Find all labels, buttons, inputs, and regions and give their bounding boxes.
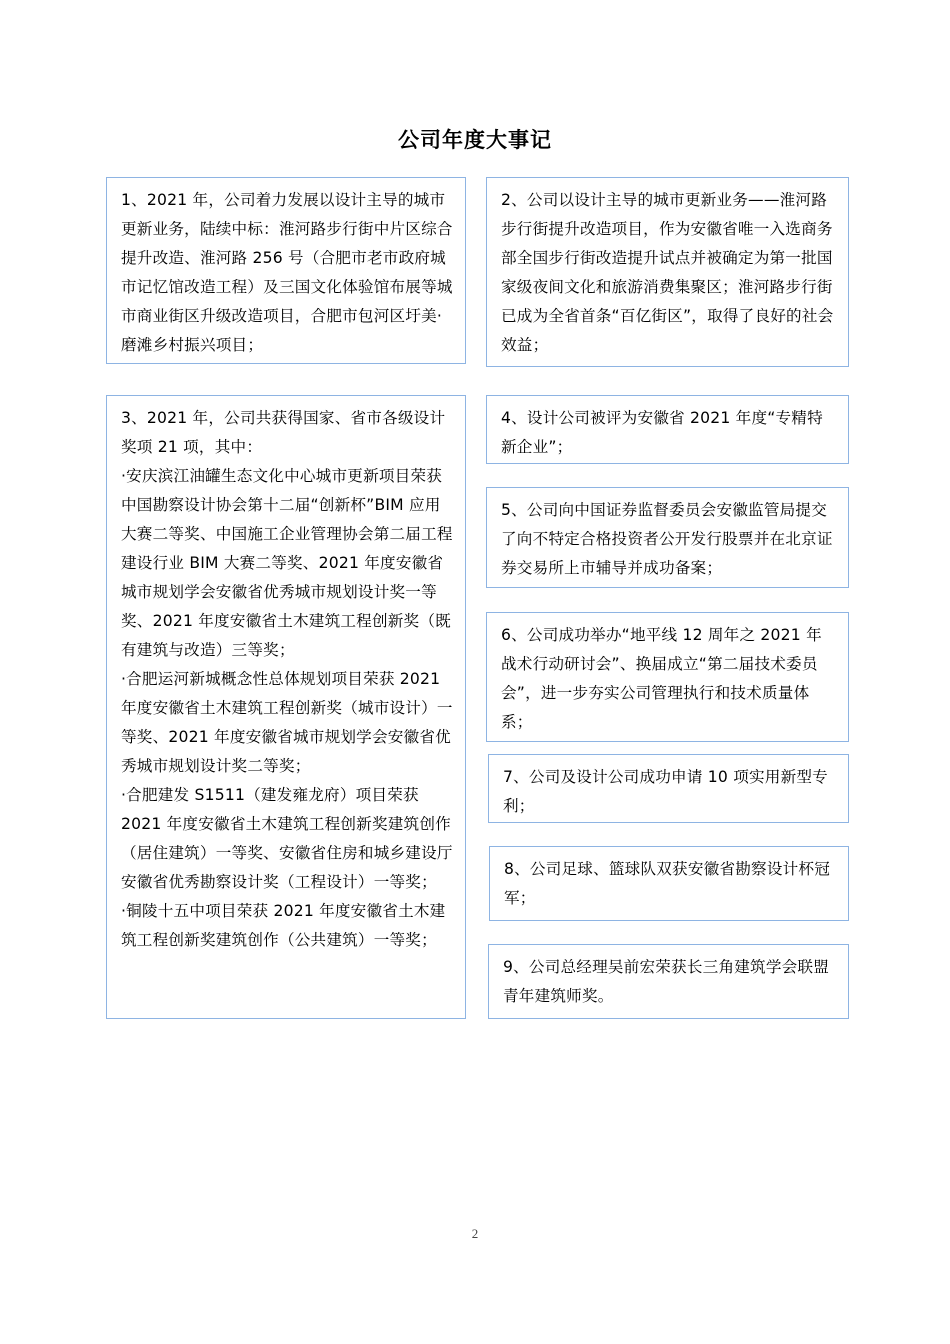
event-text-8: 8、公司足球、篮球队双获安徽省勘察设计杯冠军；: [504, 860, 830, 907]
event-box-7: [488, 754, 849, 823]
event-box-2: [486, 177, 849, 367]
event-box-9: [488, 944, 849, 1019]
event-box-3: [106, 395, 466, 1019]
event-box-5: [486, 487, 849, 588]
award-bullet-1: ·安庆滨江油罐生态文化中心城市更新项目荣获中国勘察设计协会第十二届“创新杯”BIM 应用大赛二等奖、中国施工企业管理协会第二届工程建设行业 BIM 大赛二等奖、2021 年度安徽省城市规划学会安徽省优秀城市规划设计奖一等奖、2021 年度安徽省土木建筑工程创新奖（既有建筑与改造）三等奖；: [121, 467, 453, 659]
event-text-4: 4、设计公司被评为安徽省 2021 年度“专精特新企业”；: [501, 409, 823, 456]
event-text-3-intro: 3、2021 年，公司共获得国家、省市各级设计奖项 21 项，其中：: [121, 409, 446, 456]
event-text-5: 5、公司向中国证券监督委员会安徽监管局提交了向不特定合格投资者公开发行股票并在北京证券交易所上市辅导并成功备案；: [501, 501, 833, 577]
event-box-6: [486, 612, 849, 742]
event-text-9: 9、公司总经理吴前宏荣获长三角建筑学会联盟青年建筑师奖。: [503, 958, 829, 1005]
award-bullet-4: ·铜陵十五中项目荣获 2021 年度安徽省土木建筑工程创新奖建筑创作（公共建筑）一等奖；: [121, 902, 446, 949]
event-text-6: 6、公司成功举办“地平线 12 周年之 2021 年战术行动研讨会”、换届成立“第二届技术委员会”，进一步夯实公司管理执行和技术质量体系；: [501, 626, 822, 731]
event-text-2: 2、公司以设计主导的城市更新业务——淮河路步行街提升改造项目，作为安徽省唯一入选商务部全国步行街改造提升试点并被确定为第一批国家级夜间文化和旅游消费集聚区；淮河路步行街已成为全省首条“百亿街区”，取得了良好的社会效益；: [501, 191, 834, 354]
award-bullet-2: ·合肥运河新城概念性总体规划项目荣获 2021 年度安徽省土木建筑工程创新奖（城市设计）一等奖、2021 年度安徽省城市规划学会安徽省优秀城市规划设计奖二等奖；: [121, 670, 453, 775]
event-box-4: [486, 395, 849, 464]
award-bullet-3: ·合肥建发 S1511（建发雍龙府）项目荣获 2021 年度安徽省土木建筑工程创新奖建筑创作（居住建筑）一等奖、安徽省住房和城乡建设厅安徽省优秀勘察设计奖（工程设计）一等奖；: [121, 786, 453, 891]
page-title: 公司年度大事记: [398, 128, 552, 152]
event-box-8: [489, 846, 849, 921]
event-box-1: [106, 177, 466, 364]
page-number: 2: [471, 1226, 479, 1241]
event-text-1: 1、2021 年，公司着力发展以设计主导的城市更新业务，陆续中标：淮河路步行街中片区综合提升改造、淮河路 256 号（合肥市老市政府城市记忆馆改造工程）及三国文化体验馆布展等城市商业街区升级改造项目，合肥市包河区圩美·磨滩乡村振兴项目；: [121, 191, 453, 354]
event-text-7: 7、公司及设计公司成功申请 10 项实用新型专利；: [503, 768, 828, 815]
